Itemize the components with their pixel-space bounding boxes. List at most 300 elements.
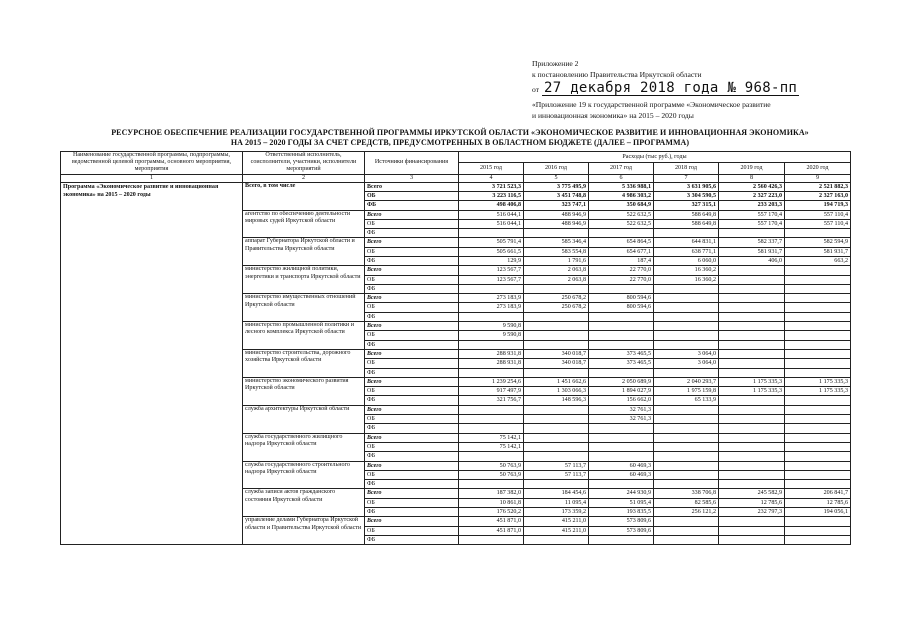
expense-value-cell [719,294,785,303]
expense-value-cell [785,442,851,451]
funding-source-cell: Всего [365,322,459,331]
funding-source-cell: ФБ [365,229,459,238]
expense-value-cell: 22 770,0 [589,275,654,284]
executor-cell: министерство жилищной политики, энергетики и транспорта Иркутской области [243,266,365,294]
funding-source-cell: ФБ [365,480,459,489]
expense-value-cell [654,452,719,461]
expense-value-cell: 488 946,9 [524,219,589,228]
expense-value-cell: 129,9 [459,256,524,265]
expense-value-cell [589,368,654,377]
expense-value-cell [654,470,719,479]
expense-value-cell [719,480,785,489]
expense-value-cell: 123 567,7 [459,266,524,275]
expense-value-cell [459,535,524,544]
expense-value-cell [459,368,524,377]
expense-value-cell: 654 864,5 [589,238,654,247]
expense-value-cell [785,322,851,331]
expense-value-cell: 194 719,3 [785,201,851,210]
expense-value-cell: 557 110,4 [785,210,851,219]
year-header: 2016 год [524,163,589,174]
expense-value-cell: 557 170,4 [719,219,785,228]
expense-value-cell: 288 931,8 [459,349,524,358]
expense-value-cell: 194 056,1 [785,508,851,517]
funding-source-cell: ФБ [365,452,459,461]
expense-value-cell: 638 771,1 [654,247,719,256]
expense-value-cell [785,368,851,377]
expense-value-cell [719,526,785,535]
expense-value-cell [654,294,719,303]
program-appendix-reference: «Приложение 19 к государственной программе «Экономическое развитие [532,100,771,109]
expense-value-cell [589,312,654,321]
expense-value-cell: 245 582,9 [719,489,785,498]
funding-source-cell: ФБ [365,508,459,517]
expense-value-cell: 522 632,5 [589,219,654,228]
funding-source-cell: ФБ [365,535,459,544]
expense-value-cell [785,275,851,284]
funding-source-cell: ФБ [365,396,459,405]
expense-value-cell: 327 315,1 [654,201,719,210]
expense-value-cell: 451 871,0 [459,517,524,526]
expense-value-cell [719,405,785,414]
expense-value-cell: 340 018,7 [524,359,589,368]
expense-value-cell: 1 239 254,6 [459,377,524,386]
funding-source-cell: ОБ [365,359,459,368]
expense-value-cell: 51 095,4 [589,498,654,507]
expense-value-cell [654,415,719,424]
expense-value-cell: 557 170,4 [719,210,785,219]
expense-value-cell: 415 211,0 [524,517,589,526]
expense-value-cell: 2 327 163,0 [785,191,851,200]
expense-value-cell [785,303,851,312]
expense-value-cell: 1 451 662,6 [524,377,589,386]
expense-value-cell [719,470,785,479]
expense-value-cell [654,480,719,489]
expense-value-cell: 573 809,6 [589,526,654,535]
expense-value-cell: 75 142,1 [459,442,524,451]
expense-value-cell: 488 946,9 [524,210,589,219]
expense-value-cell: 573 809,6 [589,517,654,526]
expense-value-cell [654,229,719,238]
expense-value-cell [459,229,524,238]
expense-value-cell: 288 931,8 [459,359,524,368]
expense-value-cell: 50 763,9 [459,461,524,470]
expense-value-cell [459,340,524,349]
expense-value-cell: 32 761,3 [589,405,654,414]
expense-value-cell: 373 465,5 [589,349,654,358]
column-number-row [61,174,851,182]
expense-value-cell [785,312,851,321]
expense-value-cell: 321 756,7 [459,396,524,405]
expense-value-cell: 2 327 223,0 [719,191,785,200]
header-expenses: Расходы (тыс руб.), годы [459,152,851,163]
expense-value-cell: 581 931,7 [719,247,785,256]
expense-value-cell [719,415,785,424]
expense-value-cell [524,284,589,293]
expense-value-cell [589,340,654,349]
funding-source-cell: Всего [365,377,459,386]
header-executor: Ответственный исполнитель, соисполнители, участники, исполнители мероприятий [243,152,365,175]
expense-value-cell: 123 567,7 [459,275,524,284]
expense-value-cell [719,433,785,442]
resolution-reference: к постановлению Правительства Иркутской области [532,70,702,79]
expense-value-cell: 1 175 335,3 [785,377,851,386]
expense-value-cell [785,517,851,526]
expense-value-cell: 3 304 590,5 [654,191,719,200]
expense-value-cell: 206 841,7 [785,489,851,498]
funding-source-cell: ФБ [365,256,459,265]
column-number: 7 [654,174,719,182]
executor-cell: Всего, в том числе [243,182,365,210]
expense-value-cell: 800 594,6 [589,294,654,303]
expense-value-cell [524,424,589,433]
expense-value-cell: 233 203,3 [719,201,785,210]
funding-source-cell: ОБ [365,219,459,228]
expense-value-cell: 60 469,3 [589,461,654,470]
executor-cell: служба государственного строительного надзора Иркутской области [243,461,365,489]
expense-value-cell: 585 346,4 [524,238,589,247]
year-header: 2020 год [785,163,851,174]
funding-source-cell: Всего [365,461,459,470]
expense-value-cell [589,452,654,461]
funding-source-cell: ОБ [365,331,459,340]
expense-value-cell [524,535,589,544]
expense-value-cell [785,229,851,238]
expense-value-cell [785,526,851,535]
expense-value-cell: 581 931,7 [785,247,851,256]
expense-value-cell: 498 406,8 [459,201,524,210]
expense-value-cell: 9 590,8 [459,331,524,340]
expense-value-cell [654,526,719,535]
program-name-cell: Программа «Экономическое развитие и инновационная экономика» на 2015 – 2020 годы [61,182,243,545]
expense-value-cell [785,266,851,275]
expense-value-cell: 582 594,9 [785,238,851,247]
expense-value-cell: 11 095,4 [524,498,589,507]
expense-value-cell: 5 336 988,1 [589,182,654,191]
expense-value-cell [719,322,785,331]
expense-value-cell: 1 175 335,3 [719,387,785,396]
expense-value-cell: 3 721 523,3 [459,182,524,191]
expense-value-cell: 232 797,3 [719,508,785,517]
funding-source-cell: ОБ [365,191,459,200]
expense-value-cell: 187,4 [589,256,654,265]
expense-value-cell [654,517,719,526]
column-number: 3 [365,174,459,182]
expense-value-cell [654,368,719,377]
expense-value-cell [785,349,851,358]
expense-value-cell: 60 469,3 [589,470,654,479]
expense-value-cell [524,433,589,442]
expense-value-cell [524,312,589,321]
expense-value-cell [524,368,589,377]
expense-value-cell [654,322,719,331]
program-appendix-reference-cont: и инновационная экономика» на 2015 – 2020 годы [532,111,694,120]
header-name: Наименование государственной программы, подпрограммы, ведомственной целевой программы, основного мероприятия, мероприятия [61,152,243,175]
funding-source-cell: ФБ [365,368,459,377]
header-source: Источники финансирования [365,152,459,175]
expense-value-cell [524,340,589,349]
expense-value-cell: 9 590,8 [459,322,524,331]
year-header: 2019 год [719,163,785,174]
funding-source-cell: ОБ [365,275,459,284]
expense-value-cell [654,284,719,293]
funding-source-cell: ФБ [365,424,459,433]
appendix-label: Приложение 2 [532,59,579,68]
funding-source-cell: Всего [365,294,459,303]
expense-value-cell: 148 596,3 [524,396,589,405]
expense-value-cell [654,424,719,433]
expense-value-cell: 193 835,5 [589,508,654,517]
expense-value-cell [719,303,785,312]
year-header: 2015 год [459,163,524,174]
year-header: 2018 год [654,163,719,174]
expense-value-cell [524,452,589,461]
expense-value-cell [719,368,785,377]
expense-value-cell: 256 121,2 [654,508,719,517]
expense-value-cell: 1 175 335,3 [719,377,785,386]
title-line-2: НА 2015 – 2020 ГОДЫ ЗА СЧЕТ СРЕДСТВ, ПРЕДУСМОТРЕННЫХ В ОБЛАСТНОМ БЮДЖЕТЕ (ДАЛЕЕ – ПРОГРАММА) [230,138,690,147]
executor-cell: министерство экономического развития Иркутской области [243,377,365,405]
funding-source-cell: Всего [365,433,459,442]
expense-value-cell: 663,2 [785,256,851,265]
column-number: 4 [459,174,524,182]
expense-value-cell [719,461,785,470]
expense-value-cell [719,349,785,358]
expense-value-cell: 22 770,0 [589,266,654,275]
expense-value-cell [524,442,589,451]
expense-value-cell: 588 649,8 [654,210,719,219]
column-number: 1 [61,174,243,182]
funding-source-cell: ОБ [365,415,459,424]
executor-cell: агентство по обеспечению деятельности мировых судей Иркутской области [243,210,365,238]
expense-value-cell: 373 465,5 [589,359,654,368]
expense-value-cell: 2 063,8 [524,266,589,275]
expense-value-cell [785,535,851,544]
expense-value-cell [654,442,719,451]
expense-value-cell [589,331,654,340]
expense-value-cell: 1 175 335,3 [785,387,851,396]
expense-value-cell: 57 113,7 [524,470,589,479]
funding-source-cell: Всего [365,349,459,358]
expense-value-cell [785,359,851,368]
expense-value-cell: 522 632,5 [589,210,654,219]
expense-value-cell: 16 360,2 [654,266,719,275]
expense-value-cell [654,535,719,544]
expense-value-cell [459,284,524,293]
expense-value-cell [785,480,851,489]
expense-value-cell: 12 785,6 [785,498,851,507]
funding-source-cell: Всего [365,266,459,275]
expense-value-cell: 250 678,2 [524,294,589,303]
funding-source-cell: ОБ [365,303,459,312]
expense-value-cell [459,480,524,489]
expense-value-cell [589,424,654,433]
expense-value-cell [654,340,719,349]
expense-value-cell: 3 064,0 [654,349,719,358]
expense-value-cell: 184 454,6 [524,489,589,498]
expense-value-cell [785,452,851,461]
funding-source-cell: Всего [365,405,459,414]
column-number: 8 [719,174,785,182]
expense-value-cell [589,229,654,238]
expense-value-cell: 32 761,3 [589,415,654,424]
executor-cell: аппарат Губернатора Иркутской области и Правительства Иркутской области [243,238,365,266]
expense-value-cell [654,405,719,414]
expense-value-cell [785,405,851,414]
expense-value-cell [589,442,654,451]
expense-value-cell [524,405,589,414]
expense-value-cell [589,284,654,293]
expense-value-cell: 451 871,0 [459,526,524,535]
expense-value-cell: 654 677,1 [589,247,654,256]
expense-value-cell [524,229,589,238]
expense-value-cell: 4 986 303,2 [589,191,654,200]
expense-value-cell: 57 113,7 [524,461,589,470]
expense-value-cell: 516 044,1 [459,210,524,219]
expense-value-cell: 1 791,6 [524,256,589,265]
expense-value-cell [785,284,851,293]
funding-source-cell: Всего [365,238,459,247]
expense-value-cell: 173 359,2 [524,508,589,517]
expense-value-cell: 588 649,8 [654,219,719,228]
executor-cell: служба записи актов гражданского состояния Иркутской области [243,489,365,517]
expense-value-cell [719,275,785,284]
expense-value-cell [524,331,589,340]
funding-source-cell: ОБ [365,498,459,507]
expense-value-cell [785,433,851,442]
expense-value-cell: 156 662,0 [589,396,654,405]
expense-value-cell: 12 785,6 [719,498,785,507]
expense-value-cell: 583 554,8 [524,247,589,256]
expense-value-cell [785,331,851,340]
expense-value-cell: 340 018,7 [524,349,589,358]
expense-value-cell [719,266,785,275]
title-line-1: РЕСУРСНОЕ ОБЕСПЕЧЕНИЕ РЕАЛИЗАЦИИ ГОСУДАРСТВЕННОЙ ПРОГРАММЫ ИРКУТСКОЙ ОБЛАСТИ «ЭКОНОМИЧЕСКОЕ РАЗВИТИЕ И ИННОВАЦИОННАЯ ЭКОНОМИКА» [111,128,809,137]
expense-value-cell: 917 497,9 [459,387,524,396]
expense-value-cell: 16 360,2 [654,275,719,284]
expense-value-cell: 582 337,7 [719,238,785,247]
year-header: 2017 год [589,163,654,174]
expense-value-cell: 644 831,1 [654,238,719,247]
expense-value-cell [719,424,785,433]
expense-value-cell [719,535,785,544]
expense-value-cell: 800 594,6 [589,303,654,312]
document-title [60,128,860,148]
expense-value-cell: 75 142,1 [459,433,524,442]
expense-value-cell: 82 585,6 [654,498,719,507]
funding-source-cell: ФБ [365,284,459,293]
expense-value-cell: 10 861,8 [459,498,524,507]
resolution-date-line [532,81,892,96]
expense-value-cell: 187 382,0 [459,489,524,498]
expense-value-cell [459,452,524,461]
expense-value-cell: 323 747,1 [524,201,589,210]
expense-value-cell [719,452,785,461]
expense-value-cell [719,331,785,340]
funding-source-cell: ОБ [365,470,459,479]
expense-value-cell: 3 631 905,6 [654,182,719,191]
funding-source-cell: ФБ [365,201,459,210]
expense-value-cell: 505 791,4 [459,238,524,247]
funding-source-cell: ОБ [365,442,459,451]
executor-cell: служба государственного жилищного надзора Иркутской области [243,433,365,461]
column-number: 5 [524,174,589,182]
expense-value-cell: 2 521 882,3 [785,182,851,191]
expense-value-cell [654,433,719,442]
expense-value-cell [459,424,524,433]
expense-value-cell: 3 223 116,5 [459,191,524,200]
expense-value-cell [459,415,524,424]
expense-value-cell: 2 040 293,7 [654,377,719,386]
expense-value-cell: 176 520,2 [459,508,524,517]
executor-cell: министерство промышленной политики и лесного комплекса Иркутской области [243,322,365,350]
document-header [532,58,892,121]
expense-value-cell [524,480,589,489]
table-row [61,182,851,191]
date-prefix: от [532,85,540,94]
expense-value-cell: 1 975 159,8 [654,387,719,396]
expense-value-cell [785,415,851,424]
funding-source-cell: ФБ [365,340,459,349]
expense-value-cell: 338 706,8 [654,489,719,498]
expense-value-cell [654,312,719,321]
expense-value-cell [524,415,589,424]
expense-value-cell: 557 110,4 [785,219,851,228]
expense-value-cell [459,312,524,321]
expense-value-cell: 3 775 495,9 [524,182,589,191]
funding-source-cell: Всего [365,182,459,191]
funding-source-cell: ОБ [365,387,459,396]
expense-value-cell: 273 183,9 [459,294,524,303]
expense-value-cell [719,359,785,368]
expense-value-cell [785,461,851,470]
expense-value-cell: 6 060,0 [654,256,719,265]
expense-value-cell [719,284,785,293]
expense-value-cell: 273 183,9 [459,303,524,312]
expense-value-cell [654,331,719,340]
expense-value-cell: 1 303 066,3 [524,387,589,396]
expense-value-cell: 50 763,9 [459,470,524,479]
expense-value-cell: 2 560 426,3 [719,182,785,191]
column-number: 9 [785,174,851,182]
expense-value-cell [589,480,654,489]
expense-value-cell: 2 063,8 [524,275,589,284]
expense-value-cell: 2 050 689,9 [589,377,654,386]
expense-value-cell [785,396,851,405]
expense-value-cell [589,322,654,331]
expense-value-cell: 1 894 027,9 [589,387,654,396]
column-number: 2 [243,174,365,182]
expense-value-cell [654,303,719,312]
funding-source-cell: Всего [365,517,459,526]
expense-value-cell [459,405,524,414]
funding-source-cell: ОБ [365,526,459,535]
expense-value-cell [719,517,785,526]
expense-value-cell [589,535,654,544]
expense-value-cell: 3 451 748,8 [524,191,589,200]
expense-value-cell: 3 064,0 [654,359,719,368]
expense-value-cell: 350 684,9 [589,201,654,210]
expense-value-cell [785,340,851,349]
expense-value-cell: 406,0 [719,256,785,265]
expense-value-cell [654,461,719,470]
resource-table [60,151,851,545]
funding-source-cell: ОБ [365,247,459,256]
expense-value-cell: 505 661,5 [459,247,524,256]
expense-value-cell [719,442,785,451]
funding-source-cell: ФБ [365,312,459,321]
expense-value-cell: 415 211,0 [524,526,589,535]
expense-value-cell [719,396,785,405]
